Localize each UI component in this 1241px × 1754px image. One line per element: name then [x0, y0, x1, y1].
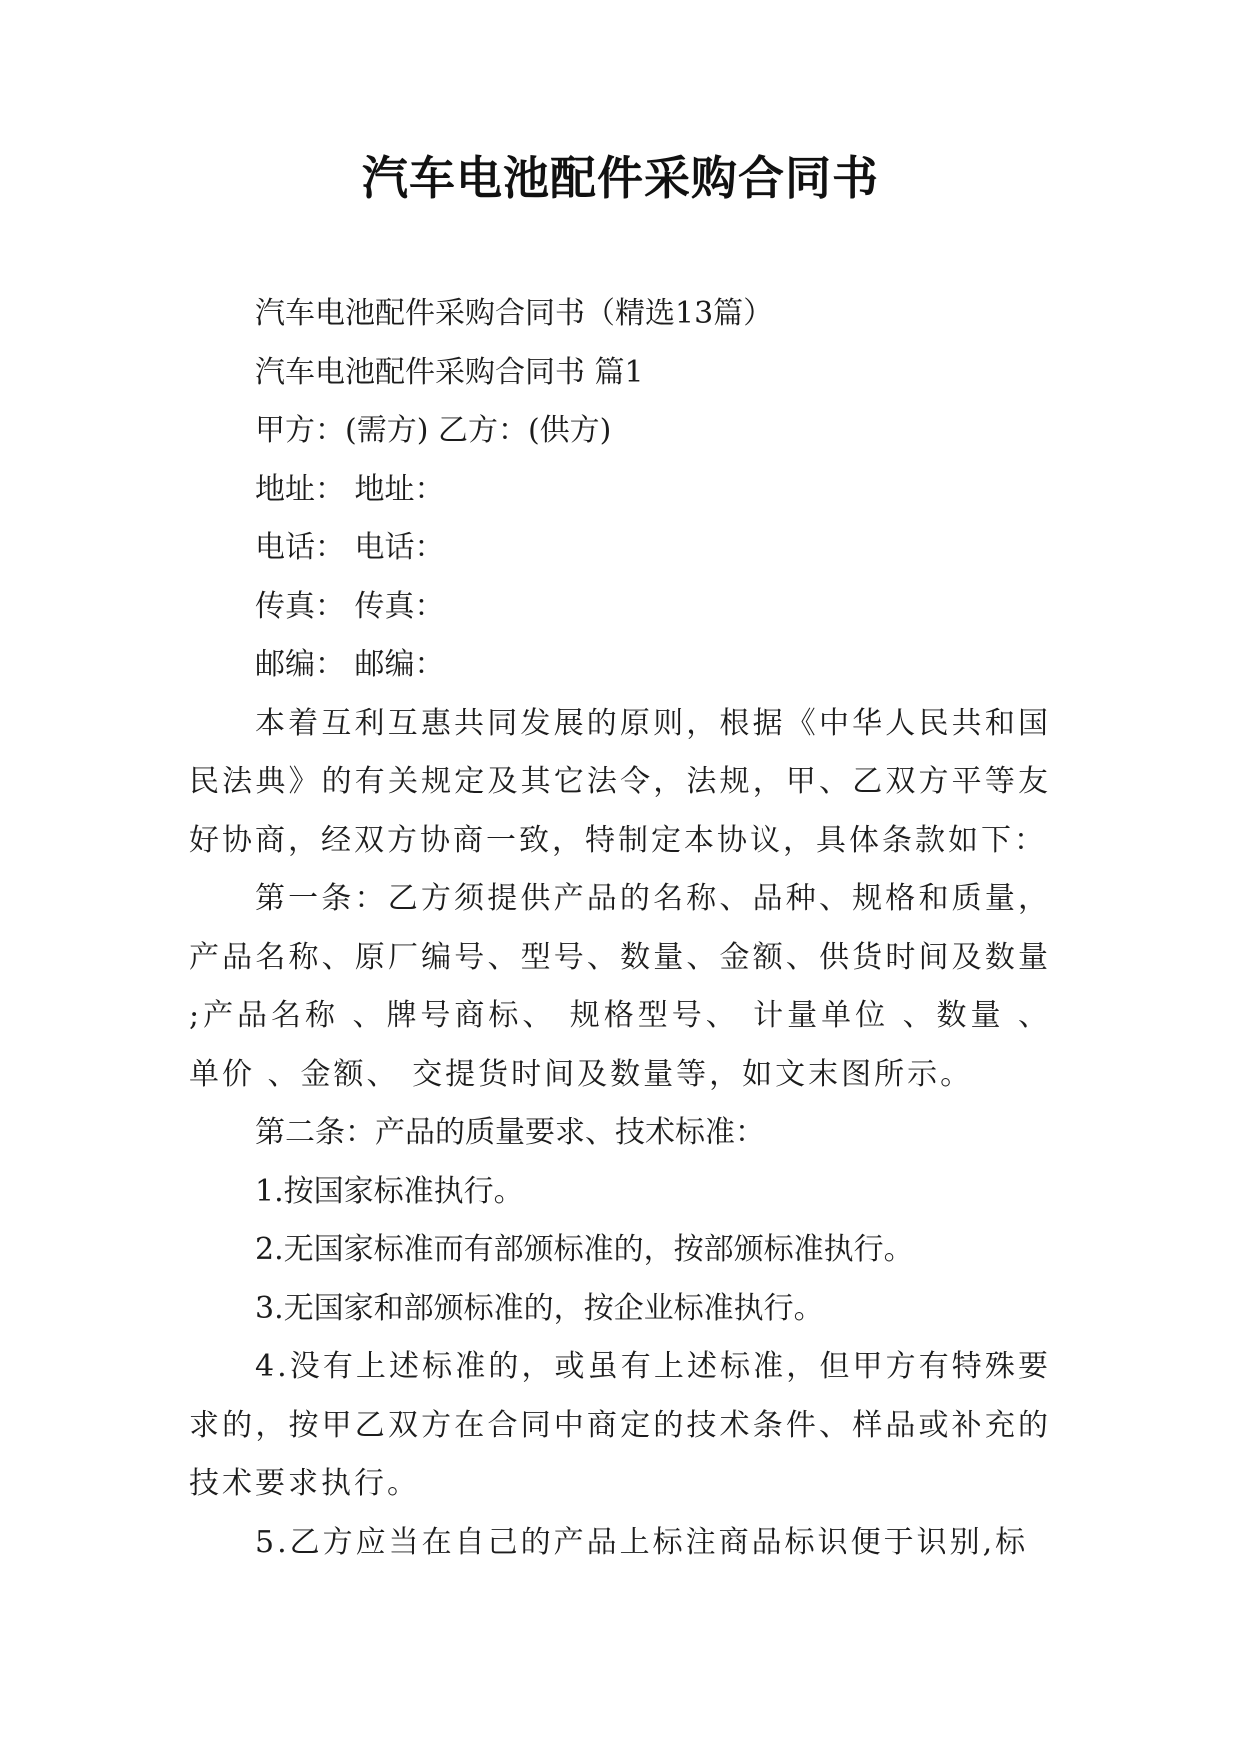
document-title: 汽车电池配件采购合同书: [362, 151, 879, 205]
paragraph-item-4: 4.没有上述标准的，或虽有上述标准，但甲方有特殊要求的，按甲乙双方在合同中商定的技术条件、样品或补充的技术要求执行。: [189, 1349, 1051, 1501]
paragraph-preamble: 本着互利互惠共同发展的原则，根据《中华人民共和国民法典》的有关规定及其它法令，法规，甲、乙双方平等友好协商，经双方协商一致，特制定本协议，具体条款如下：: [189, 705, 1051, 858]
paragraph-item-5: 5.乙方应当在自己的产品上标注商品标识便于识别,标: [255, 1524, 1029, 1560]
paragraph-fax: 传真： 传真：: [255, 588, 445, 624]
paragraph-item-3: 3.无国家和部颁标准的，按企业标准执行。: [255, 1290, 824, 1326]
paragraph-phone: 电话： 电话：: [255, 530, 445, 565]
paragraph-article-2: 第二条：产品的质量要求、技术标准：: [255, 1115, 765, 1150]
paragraph-item-1: 1.按国家标准执行。: [255, 1173, 524, 1209]
paragraph-parties: 甲方：(需方) 乙方：(供方): [255, 413, 612, 448]
paragraph-postcode: 邮编： 邮编：: [255, 647, 445, 682]
paragraph-item-2: 2.无国家标准而有部颁标准的，按部颁标准执行。: [255, 1232, 914, 1267]
paragraph-subtitle: 汽车电池配件采购合同书（精选13篇）: [255, 296, 774, 331]
paragraph-address: 地址： 地址：: [255, 471, 445, 507]
paragraph-chapter-heading: 汽车电池配件采购合同书 篇1: [255, 354, 644, 390]
paragraph-article-1: 第一条：乙方须提供产品的名称、品种、规格和质量，产品名称、原厂编号、型号、数量、金额、供货时间及数量 ;产品名称 、牌号商标、 规格型号、 计量单位 、数量 、单价 、金额、 交提货时间及数量等，如文末图所示。: [189, 881, 1051, 1092]
document-body: [189, 285, 1051, 1572]
